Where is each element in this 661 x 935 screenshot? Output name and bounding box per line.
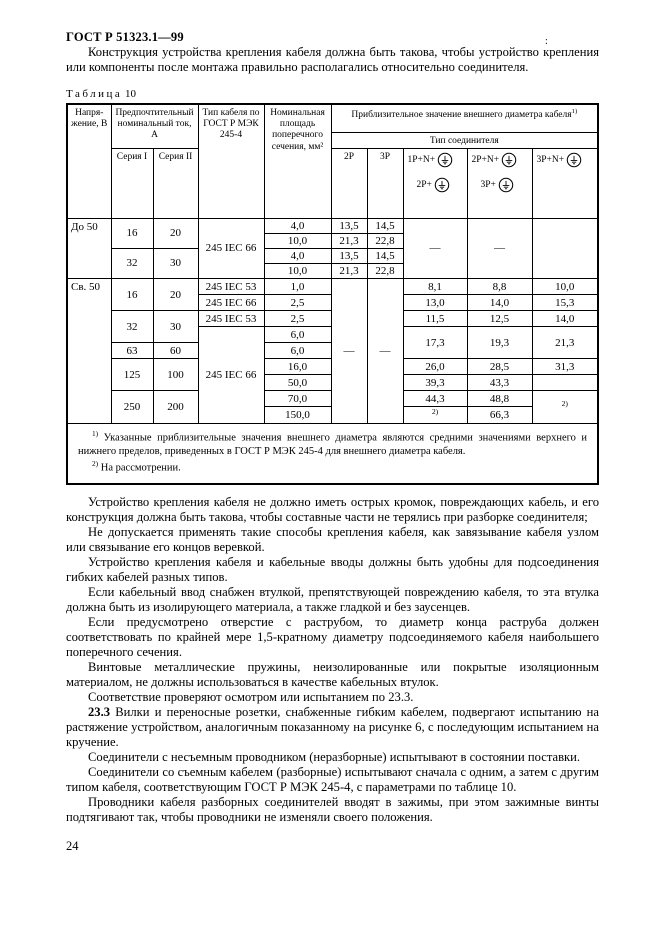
paragraph-text: Если кабельный ввод снабжен втулкой, препятствующей повреждению кабеля, то эта втулка должна быть из изолирующего материала, а также гладкой и без заусенцев.	[66, 584, 599, 614]
cell-dia-3pn: 15,3	[532, 295, 598, 311]
cell-dia-1pn: —	[403, 218, 467, 278]
connector-label: 1P+N+	[407, 154, 436, 165]
cell-current-s1: 32	[111, 248, 153, 278]
body-paragraph	[66, 690, 599, 705]
col-header-diameter	[331, 104, 598, 132]
header-mark: :	[545, 36, 548, 47]
cell-dia-3pn: 31,3	[532, 359, 598, 375]
footnote-2	[78, 459, 587, 475]
cell-voltage: До 50	[67, 218, 111, 278]
footnote-2-marker: 2)	[92, 458, 99, 468]
col-header-connector-type: Тип соединителя	[331, 132, 598, 148]
col-header-current: Предпочтительный номинальный ток, А	[111, 104, 198, 148]
cell-dia-1pn: 44,3	[403, 391, 467, 407]
cell-dia-2pn: 43,3	[467, 375, 532, 391]
cell-current-s1: 16	[111, 279, 153, 311]
body-paragraph	[66, 750, 599, 765]
col-header-cable-type: Тип кабеля по ГОСТ Р МЭК 245-4	[198, 104, 264, 218]
body-paragraph	[66, 585, 599, 615]
cell-dia-1pn: 11,5	[403, 311, 467, 327]
cell-dia-2p: 13,5	[331, 218, 367, 233]
cell-dia-2pn: 12,5	[467, 311, 532, 327]
cell-cross-section: 4,0	[264, 248, 331, 263]
cell-dia-2pn: 14,0	[467, 295, 532, 311]
cell-dia-3pn: 14,0	[532, 311, 598, 327]
earth-icon	[434, 177, 450, 193]
col-header-3p: 3P	[367, 148, 403, 218]
connector-label: 2P+N+	[471, 154, 500, 165]
col-header-series2: Серия II	[153, 148, 198, 218]
cell-cross-section: 2,5	[264, 295, 331, 311]
cell-cross-section: 10,0	[264, 263, 331, 278]
paragraph-text: Не допускается применять такие способы крепления кабеля, как завязывание кабеля узлом или связывание его концов веревкой.	[66, 524, 599, 554]
doc-code: ГОСТ Р 51323.1—99	[66, 30, 184, 44]
col-header-series1: Серия I	[111, 148, 153, 218]
cell-current-s1: 16	[111, 218, 153, 248]
cell-dia-1pn: 17,3	[403, 327, 467, 359]
cell-current-s1: 63	[111, 343, 153, 359]
cell-voltage: Св. 50	[67, 279, 111, 424]
body-paragraph	[66, 495, 599, 525]
cell-dia-2pn: 19,3	[467, 327, 532, 359]
paragraph-text: Устройство крепления кабеля и кабельные вводы должны быть удобны для подсоединения гибких кабелей разных типов.	[66, 554, 599, 584]
footnote-1-marker: 1)	[92, 428, 99, 438]
col-header-2p: 2P	[331, 148, 367, 218]
connector-label: 3P+N+	[536, 154, 565, 165]
cell-dia-1pn: 39,3	[403, 375, 467, 391]
paragraph-text: Соединители с несъемным проводником (неразборные) испытывают в состоянии поставки.	[88, 749, 581, 764]
cell-cross-section: 4,0	[264, 218, 331, 233]
body-paragraph	[66, 555, 599, 585]
col-header-cross-section: Номинальная площадь поперечного сечения, мм²	[264, 104, 331, 218]
cell-current-s1: 250	[111, 391, 153, 424]
cell-dia-2pn: 28,5	[467, 359, 532, 375]
cell-dia-2pn: 48,8	[467, 391, 532, 407]
cell-dia-1pn: 8,1	[403, 279, 467, 295]
body-paragraph	[66, 765, 599, 795]
cell-current-s1: 32	[111, 311, 153, 343]
diameter-header-text: Приблизительное значение внешнего диаметра кабеля	[351, 110, 572, 121]
connector-label: 3P+	[480, 179, 496, 190]
cell-cable-type: 245 IEC 53	[198, 311, 264, 327]
cell-dia-2p: 13,5	[331, 248, 367, 263]
cell-current-s2: 20	[153, 279, 198, 311]
earth-icon	[437, 152, 453, 168]
paragraph-text: Винтовые металлические пружины, неизолированные или покрытые изоляционным материалом, не должны использоваться в качестве кабельных втулок.	[66, 659, 599, 689]
col-header-2p-n-earth	[467, 148, 532, 218]
cell-dia-3pn: 21,3	[532, 327, 598, 359]
cell-current-s2: 100	[153, 359, 198, 391]
cell-cable-type: 245 IEC 66	[198, 218, 264, 278]
cell-dia-3p: 14,5	[367, 218, 403, 233]
table-caption	[66, 88, 599, 100]
cell-current-s2: 20	[153, 218, 198, 248]
cell-dia-2p: 21,3	[331, 263, 367, 278]
page-number: 24	[66, 838, 79, 853]
table-caption-word: Таблица	[66, 88, 123, 100]
cell-dia-2p: —	[331, 279, 367, 424]
cell-dia-3p: 22,8	[367, 233, 403, 248]
cell-dia-3p: 22,8	[367, 263, 403, 278]
cell-dia-3pn: 10,0	[532, 279, 598, 295]
cell-cross-section: 150,0	[264, 407, 331, 424]
cell-dia-2pn: 66,3	[467, 407, 532, 424]
footnote-ref-2: 2)	[431, 407, 439, 417]
paragraph-text: Устройство крепления кабеля не должно иметь острых кромок, повреждающих кабель, и его конструкция должна быть такова, чтобы составные части не терялись при разборке соединителя;	[66, 494, 599, 524]
cell-dia-3p: 14,5	[367, 248, 403, 263]
cell-cable-type: 245 IEC 66	[198, 295, 264, 311]
body-paragraph-23-3	[66, 705, 599, 750]
body-paragraph	[66, 660, 599, 690]
connector-label: 2P+	[416, 179, 432, 190]
cell-dia-2pn: —	[467, 218, 532, 278]
footnote-1-text: Указанные приблизительные значения внешнего диаметра являются средними значениями верхнего и нижнего пределов, приведенных в ГОСТ Р МЭК 245-4 для внешнего диаметра кабеля.	[78, 432, 588, 457]
cell-dia-3pn	[532, 391, 598, 424]
cell-cross-section: 16,0	[264, 359, 331, 375]
body-text	[66, 495, 599, 825]
col-header-voltage: Напря-жение, В	[67, 104, 111, 218]
body-paragraph	[66, 525, 599, 555]
cell-cable-type: 245 IEC 53	[198, 279, 264, 295]
cell-cross-section: 10,0	[264, 233, 331, 248]
earth-icon	[566, 152, 582, 168]
cell-current-s2: 60	[153, 343, 198, 359]
footnote-1	[78, 429, 587, 459]
cell-cross-section: 6,0	[264, 327, 331, 343]
paragraph-text: Если предусмотрено отверстие с раструбом, то диаметр конца раструба должен соответствовать по крайней мере 1,5-кратному диаметру подсоединяемого кабеля наибольшего поперечного сечения.	[66, 614, 599, 659]
cell-dia-3p: —	[367, 279, 403, 424]
cell-dia-3pn	[532, 375, 598, 391]
cell-dia-1pn: 13,0	[403, 295, 467, 311]
cell-dia-1pn: 26,0	[403, 359, 467, 375]
body-paragraph	[66, 615, 599, 660]
table-footnotes	[67, 423, 598, 483]
earth-icon	[501, 152, 517, 168]
intro-paragraph: Конструкция устройства крепления кабеля должна быть такова, чтобы устройство крепления или компоненты после монтажа правильно располагались относительно соединителя.	[66, 45, 599, 74]
earth-icon	[498, 177, 514, 193]
diameter-header-footnote-ref: 1)	[571, 108, 578, 115]
cell-cable-type: 245 IEC 66	[198, 327, 264, 424]
body-paragraph	[66, 795, 599, 825]
cell-cross-section: 1,0	[264, 279, 331, 295]
cell-current-s2: 200	[153, 391, 198, 424]
cell-cross-section: 50,0	[264, 375, 331, 391]
clause-number: 23.3	[88, 704, 111, 719]
table-10	[66, 103, 599, 485]
cell-dia-3pn	[532, 218, 598, 278]
footnote-2-text: На рассмотрении.	[98, 462, 181, 474]
cell-current-s2: 30	[153, 248, 198, 278]
cell-cross-section: 2,5	[264, 311, 331, 327]
cell-current-s2: 30	[153, 311, 198, 343]
cell-dia-1pn	[403, 407, 467, 424]
paragraph-text: Вилки и переносные розетки, снабженные гибким кабелем, подвергают испытанию на растяжение устройством, аналогичным показанному на рисунке 6, с последующим испытанием на кручение.	[66, 704, 599, 749]
footnote-ref-2: 2)	[561, 399, 568, 409]
paragraph-text: Соединители со съемным кабелем (разборные) испытывают сначала с одним, а затем с другим типом кабеля, соответствующим ГОСТ Р МЭК 245-4, с параметрами по таблице 10.	[66, 764, 599, 794]
col-header-3p-n-earth	[532, 148, 598, 218]
paragraph-text: Проводники кабеля разборных соединителей вводят в зажимы, при этом зажимные винты подтягивают так, чтобы проводники не изменяли своего положения.	[66, 794, 599, 824]
col-header-1p-n-earth	[403, 148, 467, 218]
cell-dia-2p: 21,3	[331, 233, 367, 248]
paragraph-text: Соответствие проверяют осмотром или испытанием по 23.3.	[88, 689, 414, 704]
table-caption-number: 10	[125, 88, 137, 100]
cell-cross-section: 70,0	[264, 391, 331, 407]
cell-current-s1: 125	[111, 359, 153, 391]
cell-dia-2pn: 8,8	[467, 279, 532, 295]
cell-cross-section: 6,0	[264, 343, 331, 359]
